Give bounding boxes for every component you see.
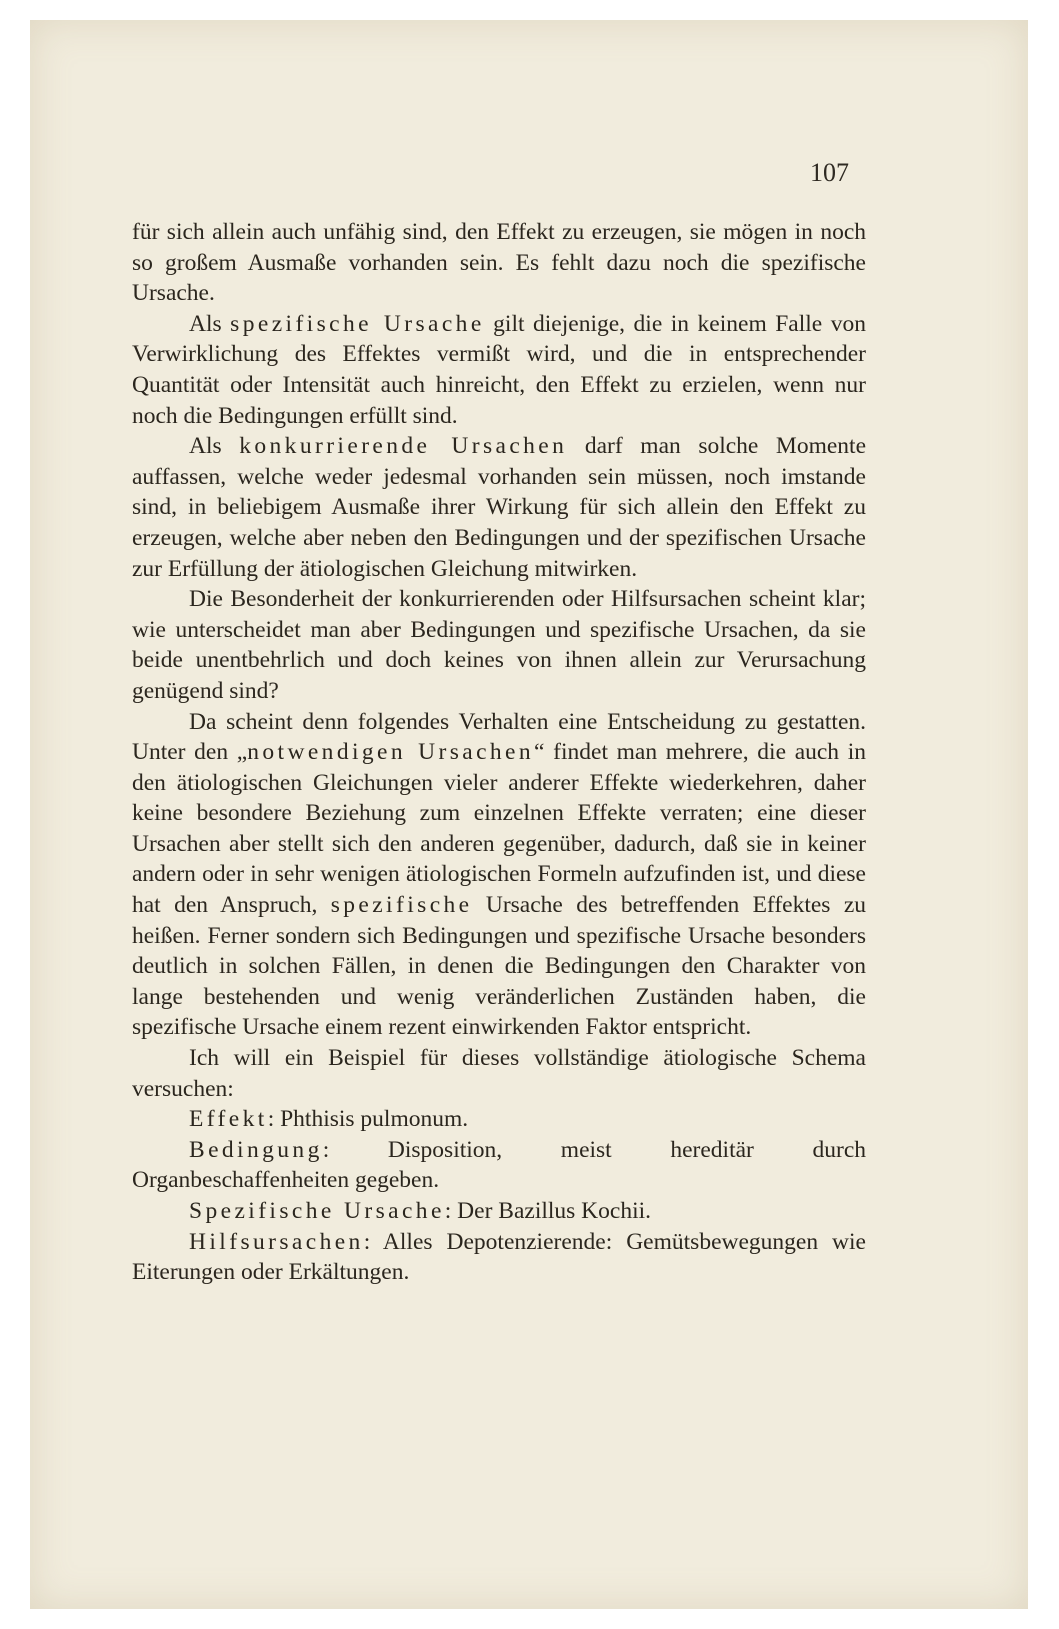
p5-spaced-term-2: spezifische [330, 892, 473, 919]
page-number: 107 [810, 158, 849, 187]
p2-lead: Als [189, 310, 231, 337]
schema-term: Effekt [189, 1106, 268, 1133]
paragraph-2 [132, 309, 866, 431]
p5-lead: Da scheint denn folgendes Verhalten eine Entscheidung zu gestatten. Unter den „ [132, 708, 866, 766]
p5-middle: “ findet man mehrere, die auch in den ätiologischen Gleichungen vieler anderer Effekte wiederkehren, daher keine besondere Beziehung zum einzelnen Effekte verraten; eine dieser Ursachen aber stellt sich den anderen gegenüber, dadurch, daß sie in keiner andern oder in sehr wenigen ätiologischen Formeln aufzufinden ist, und diese hat den Anspruch, [132, 739, 867, 919]
schema-value: : Alles Depotenzierende: Gemütsbewegungen wie Eiterungen oder Erkältungen. [132, 1228, 866, 1286]
p5-spaced-term: notwendigen Ursachen [247, 739, 535, 766]
paragraph-5 [132, 707, 866, 1044]
paragraph-3 [132, 431, 866, 584]
book-page [30, 20, 1028, 1609]
schema-term: Spezifische Ursache [189, 1198, 445, 1224]
schema-term: Bedingung [189, 1136, 323, 1163]
schema-bedingung [132, 1135, 866, 1196]
schema-value: : Phthisis pulmonum. [267, 1106, 469, 1133]
paragraph-4: Die Besonderheit der konkurrierenden oder Hilfsursachen scheint klar; wie unterscheidet man aber Bedingungen und spezifische Ursachen, da sie beide unentbehrlich und doch keines von ihnen allein zur Verursachung genügend sind? [132, 586, 866, 704]
schema-value: : Disposition, meist hereditär durch Organbeschaffenheiten gegeben. [132, 1136, 866, 1194]
p2-spaced-term: spezifische Ursache [230, 310, 485, 337]
p3-spaced-term: konkurrierende Ursachen [239, 433, 568, 460]
p2-rest: gilt diejenige, die in keinem Falle von Verwirklichung des Effektes vermißt wird, und die in entsprechender Quantität oder Intensität auch hinreicht, den Effekt zu erzielen, wenn nur noch die Bedingungen erfüllt sind. [132, 310, 866, 429]
paragraph-6: Ich will ein Beispiel für dieses vollständige ätiologische Schema versuchen: [132, 1045, 866, 1102]
schema-term: Hilfsursachen [189, 1228, 364, 1255]
schema-value: : Der Bazillus Kochii. [444, 1198, 652, 1224]
schema-hilfsursachen [132, 1227, 866, 1288]
schema-spezifische-ursache [132, 1196, 866, 1227]
p3-rest: darf man solche Momente auffassen, welche weder jedesmal vorhanden sein müssen, noch imstande sind, in beliebigem Ausmaße ihrer Wirkung für sich allein den Effekt zu erzeugen, welche aber neben den Bedingungen und der spezifischen Ursache zur Erfüllung der ätiologischen Gleichung mitwirken. [132, 433, 866, 582]
p3-lead: Als [189, 433, 240, 460]
body-text [132, 217, 866, 1288]
paragraph-1: für sich allein auch unfähig sind, den Effekt zu erzeugen, sie mögen in noch so großem Ausmaße vorhanden sein. Es fehlt dazu noch die spezifische Ursache. [132, 219, 866, 307]
p5-rest: Ursache des betreffenden Effektes zu heißen. Ferner sondern sich Bedingungen und spezifische Ursache besonders deutlich in solchen Fällen, in denen die Bedingungen den Charakter von lange bestehenden und wenig veränderlichen Zuständen haben, die spezifische Ursache einem rezent einwirkenden Faktor entspricht. [132, 892, 866, 1041]
schema-effekt [132, 1104, 866, 1135]
